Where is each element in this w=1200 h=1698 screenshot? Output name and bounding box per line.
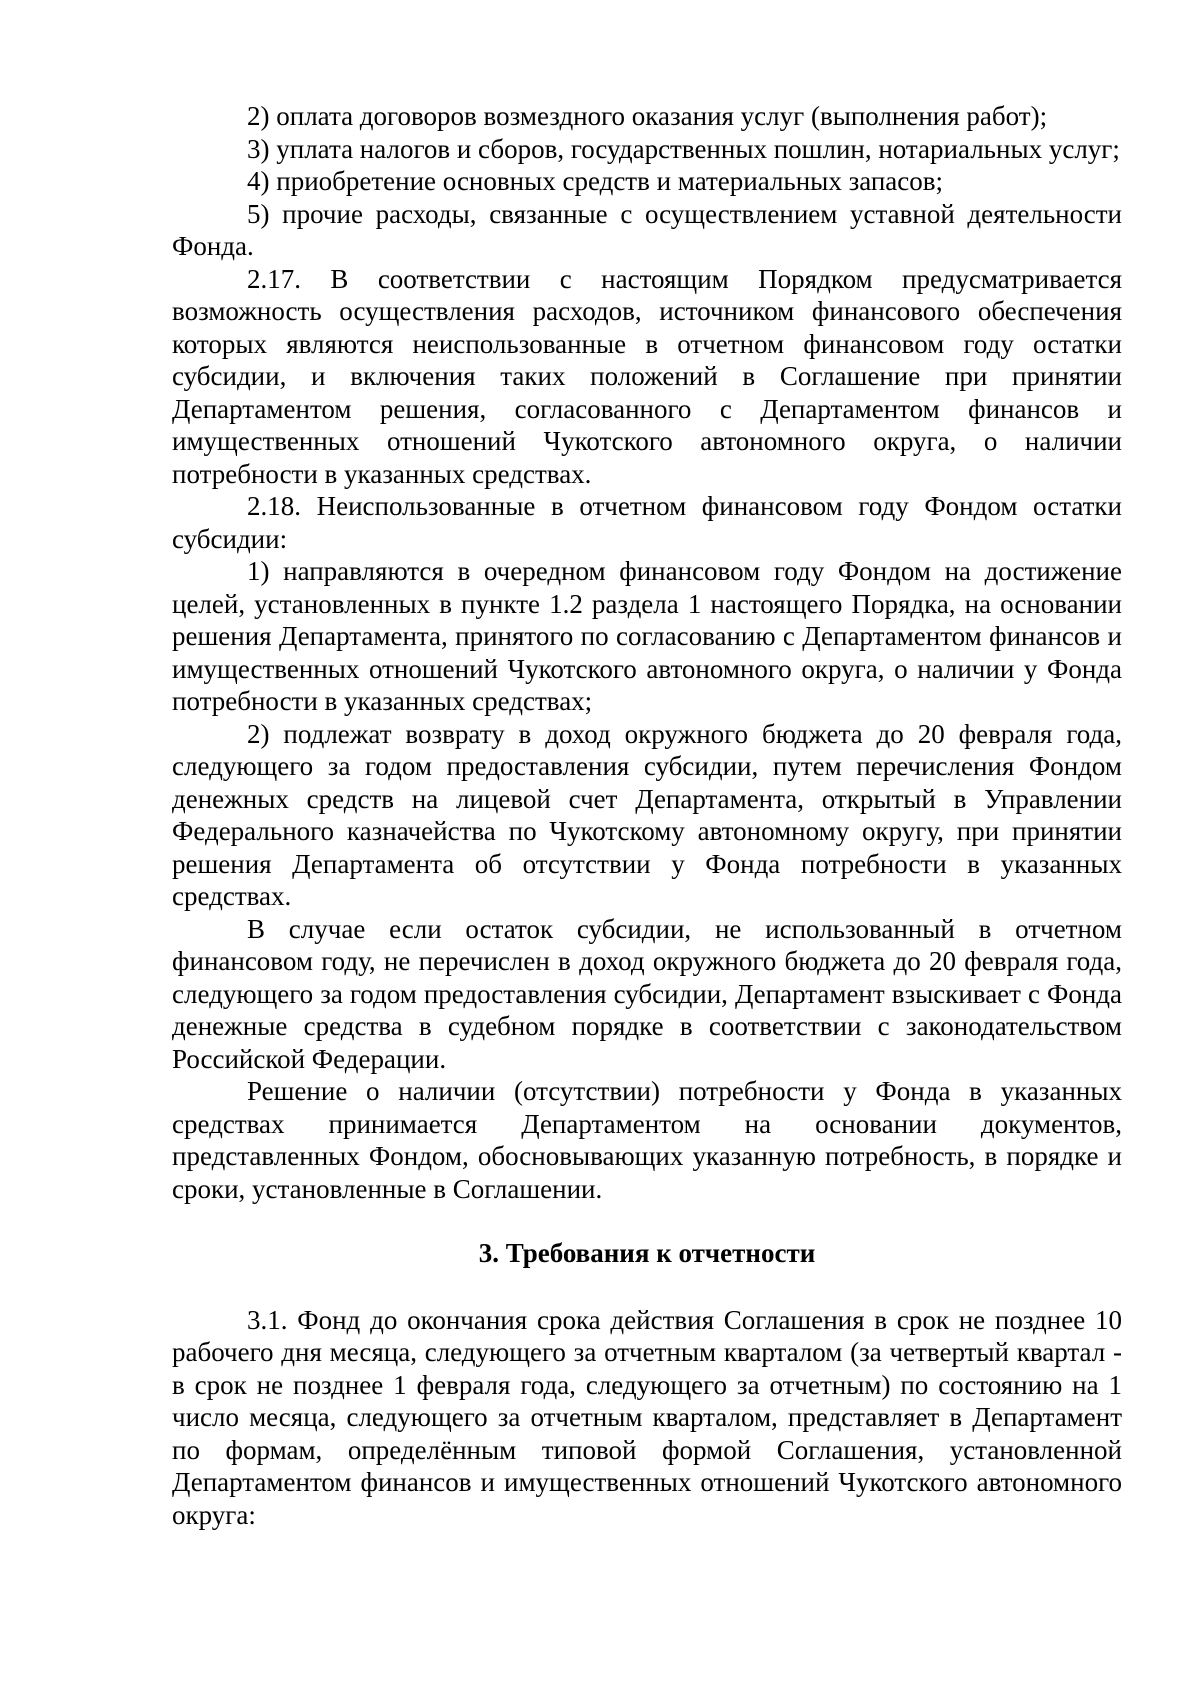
section-heading: 3. Требования к отчетности xyxy=(478,1238,816,1268)
paragraph-item-3-taxes: 3) уплата налогов и сборов, государственных пошлин, нотариальных услуг; xyxy=(247,133,1120,164)
paragraph-3-1: 3.1. Фонд до окончания срока действия Соглашения в срок не позднее 10 рабочего дня месяца, следующего за отчетным кварталом (за четвертый квартал - в срок не позднее 1 февраля года, следующего за отчетным) по состоянию на 1 число месяца, следующего за отчетным кварталом, представляет в Департамент по формам, определённым типовой формой Соглашения, установленной Департаментом финансов и имущественных отношений Чукотского автономного округа: xyxy=(172,1304,1122,1530)
paragraph-item-4-assets: 4) приобретение основных средств и материальных запасов; xyxy=(247,166,944,196)
paragraph-2-17: 2.17. В соответствии с настоящим Порядком предусматривается возможность осуществления расходов, источником финансового обеспечения которых являются неиспользованные в отчетном финансовом году остатки субсидии, и включения таких положений в Соглашение при принятии Департаментом решения, согласованного с Департаментом финансов и имущественных отношений Чукотского автономного округа, о наличии потребности в указанных средствах. xyxy=(172,263,1122,489)
paragraph-2-18-item-1: 1) направляются в очередном финансовом году Фондом на достижение целей, установленных в пункте 1.2 раздела 1 настоящего Порядка, на основании решения Департамента, принятого по согласованию с Департаментом финансов и имущественных отношений Чукотского автономного округа, о наличии у Фонда потребности в указанных средствах; xyxy=(172,556,1122,716)
paragraph-recovery: В случае если остаток субсидии, не использованный в отчетном финансовом году, не перечислен в доход окружного бюджета до 20 февраля года, следующего за годом предоставления субсидии, Департамент взыскивает с Фонда денежные средства в судебном порядке в соответствии с законодательством Российской Федерации. xyxy=(172,913,1122,1074)
paragraph-decision: Решение о наличии (отсутствии) потребности у Фонда в указанных средствах принимается Департаментом на основании документов, представленных Фондом, обосновывающих указанную потребность, в порядке и сроки, установленные в Соглашении. xyxy=(172,1076,1122,1204)
paragraph-2-18-item-2: 2) подлежат возврату в доход окружного бюджета до 20 февраля года, следующего за годом предоставления субсидии, путем перечисления Фондом денежных средств на лицевой счет Департамента, открытый в Управлении Федерального казначейства по Чукотскому автономному округу, при принятии решения Департамента об отсутствии у Фонда потребности в указанных средствах. xyxy=(172,718,1122,911)
paragraph-item-2-contracts: 2) оплата договоров возмездного оказания услуг (выполнения работ); xyxy=(247,101,1048,131)
paragraph-2-18: 2.18. Неиспользованные в отчетном финансовом году Фондом остатки субсидии: xyxy=(172,491,1122,554)
paragraph-item-5-other-expenses: 5) прочие расходы, связанные с осуществлением уставной деятельности Фонда. xyxy=(172,198,1122,261)
document-page xyxy=(172,100,1122,1531)
